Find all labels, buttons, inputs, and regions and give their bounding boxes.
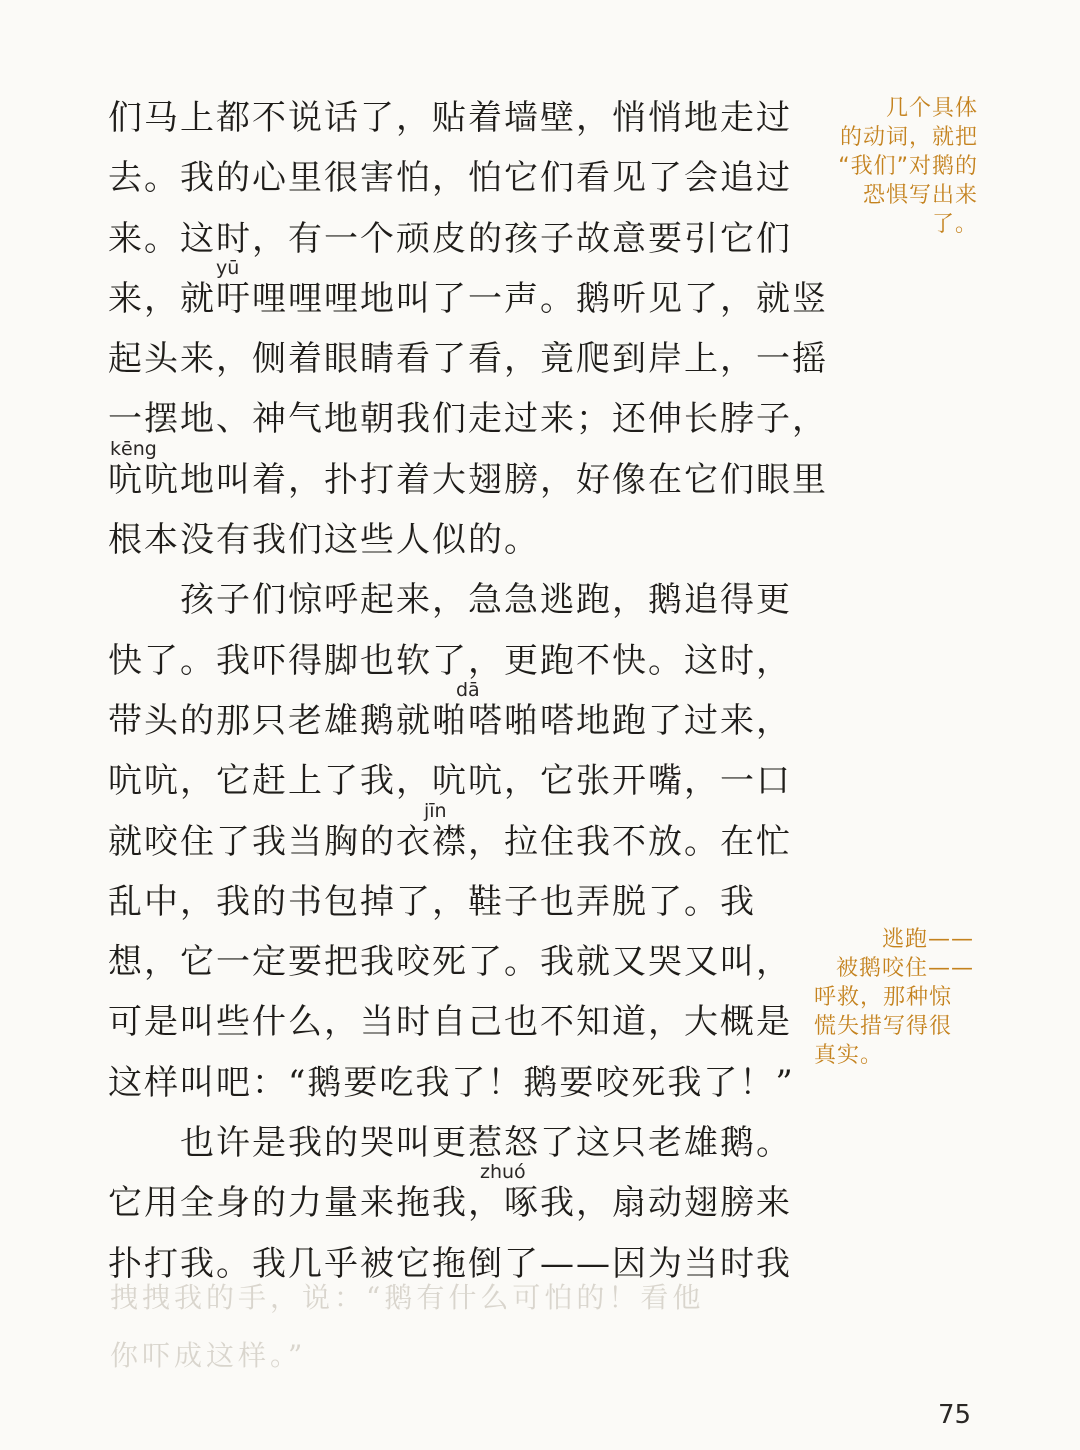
pinyin-annotation: jīn [424, 799, 447, 822]
text-line: dā 带头的那只老雄鹅就啪嗒啪嗒地跑了过来， [108, 678, 792, 741]
text-line: 们马上都不说话了，贴着墙壁，悄悄地走过 [108, 98, 792, 138]
text-line: zhuó 它用全身的力量来拖我，啄我，扇动翅膀来 [108, 1161, 792, 1224]
page-number: 75 [938, 1400, 972, 1430]
main-text [108, 88, 828, 1294]
margin-annotation-top: 几个具体 的动词，就把 “我们”对鹅的 恐惧写出来了。 [838, 96, 978, 237]
text-line: 根本没有我们这些人似的。 [108, 520, 540, 561]
margin-annotation-bottom: 逃跑—— 被鹅咬住—— 呼救，那种惊 慌失措写得很 真实。 [814, 927, 974, 1068]
text-line: kēng 吭吭地叫着，扑打着大翅膀，好像在它们眼里 [108, 437, 828, 500]
text-line: 孩子们惊呼起来，急急逃跑，鹅追得更 [180, 580, 792, 621]
text-line: 可是叫些什么，当时自己也不知道，大概是 [108, 1002, 792, 1043]
text-line: 想，它一定要把我咬死了。我就又哭又叫， [108, 942, 792, 983]
text-line: 快了。我吓得脚也软了，更跑不快。这时， [108, 640, 792, 681]
text-line: 起头来，侧着眼睛看了看，竟爬到岸上，一摇 [108, 339, 828, 380]
pinyin-annotation: dā [456, 678, 480, 701]
text-line: 一摆地、神气地朝我们走过来；还伸长脖子， [108, 399, 828, 440]
text-line: 来。这时，有一个顽皮的孩子故意要引它们 [108, 218, 792, 259]
text-line: 扑打我。我几乎被它拖倒了——因为当时我 [108, 1243, 792, 1284]
text-line: 这样叫吧：“鹅要吃我了！鹅要咬死我了！” [108, 1062, 795, 1103]
text-line: jīn 就咬住了我当胸的衣襟，拉住我不放。在忙 [108, 799, 792, 862]
pinyin-annotation: kēng [110, 437, 157, 460]
text-line: 吭吭，它赶上了我，吭吭，它张开嘴，一口 [108, 761, 792, 802]
text-line: 也许是我的哭叫更惹怒了这只老雄鹅。 [180, 1123, 792, 1164]
text-line: 去。我的心里很害怕，怕它们看见了会追过 [108, 158, 792, 199]
bleed-through-text: 拽拽我的手，说：“鹅有什么可怕的！看他 [110, 1281, 705, 1314]
pinyin-annotation: yū [216, 256, 240, 279]
text-line: 乱中，我的书包掉了，鞋子也弄脱了。我 [108, 881, 756, 922]
bleed-through-text: 你吓成这样。” [110, 1339, 307, 1372]
text-line: yū 来，就吁哩哩哩地叫了一声。鹅听见了，就竖 [108, 256, 828, 319]
pinyin-annotation: zhuó [480, 1161, 526, 1184]
